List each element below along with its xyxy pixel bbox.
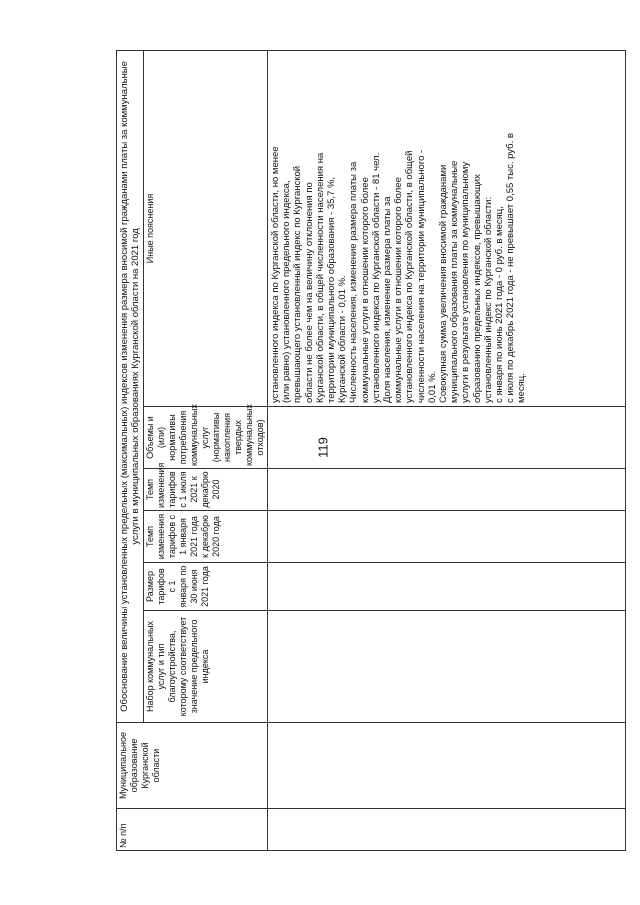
cell-tariff-size xyxy=(268,563,626,611)
notes-text xyxy=(270,54,528,403)
note-line: установленного индекса по Курганской области, но менее xyxy=(270,146,281,403)
note-line: месяц. xyxy=(516,373,528,403)
note-line: области не более чем на величину отклонения по xyxy=(303,182,315,403)
note-line: коммунальные услуги в отношении которого более xyxy=(359,177,371,403)
note-line: 0,01 %. xyxy=(426,370,438,403)
header-rate-july: Темп изменения тарифов с 1 июля 2021 к декабрю 2020 xyxy=(144,469,268,511)
note-line: Курганской области - 0,01 %. xyxy=(337,275,349,403)
note-line: с июля по декабрь 2021 года - не превышает 0,55 тыс. руб. в xyxy=(505,133,517,403)
header-notes: Иные пояснения xyxy=(144,50,268,406)
rotated-table-container xyxy=(116,51,626,851)
note-line: превышающего установленный индекс по Курганской xyxy=(292,165,304,403)
justification-table xyxy=(116,50,626,851)
header-municipality: Муниципальное образование Курганской области xyxy=(117,723,268,809)
header-rate-january: Темп изменения тарифов с 1 января 2021 года к декабрю 2020 года xyxy=(144,511,268,563)
note-line: муниципального образования платы за коммунальные xyxy=(449,160,461,403)
page-number: 119 xyxy=(315,437,331,458)
note-line: установленного индекса по Курганской области - 81 чел. xyxy=(370,152,382,403)
note-line: численности населения на территории муниципального - xyxy=(415,149,427,403)
note-line: территории муниципального образования - 35,7 %, xyxy=(326,176,338,403)
header-service-set: Набор коммунальных услуг и тип благоустройства, которому соответствует значение предельного индекса xyxy=(144,611,268,723)
cell-rate-july xyxy=(268,469,626,511)
note-line: (или равно) установленного предельного индекса, xyxy=(281,180,293,403)
cell-municipality xyxy=(268,723,626,809)
cell-service-set xyxy=(268,611,626,723)
header-group: Обоснование величины установленных предельных (максимальных) индексов изменения размера вносимой гражданами платы за коммунальные услуги в муниципальных образованиях Курганской области на 2021 год xyxy=(117,50,144,722)
cell-volumes xyxy=(268,407,626,469)
note-line: Доля населения, изменение размера платы за xyxy=(382,196,394,403)
header-num: № п/п xyxy=(117,809,268,851)
cell-rate-january xyxy=(268,511,626,563)
note-line: коммунальные услуги в отношении которого более xyxy=(393,177,405,403)
cell-num xyxy=(268,809,626,851)
note-line: установленного индекса по Курганской области, в общей xyxy=(404,150,416,403)
note-line: установленный индекс по Курганской области: xyxy=(482,196,494,403)
cell-notes xyxy=(268,50,626,406)
note-line: образованию предельных индексов, превышающих xyxy=(471,174,483,403)
header-tariff-size: Размер тарифов с 1 января по 30 июня 2021 года xyxy=(144,563,268,611)
note-line: с января по июнь 2021 года - 0 руб. в месяц, xyxy=(494,206,506,403)
note-line: Курганской области, в общей численности населения на xyxy=(314,152,326,403)
note-line: Численность населения, изменение размера платы за xyxy=(348,161,360,403)
header-volumes: Объемы и (или) нормативы потребления коммунальных услуг (нормативы накопления твердых коммунальных отходов) xyxy=(144,407,268,469)
note-line: Совокупная сумма увеличения вносимой гражданами xyxy=(438,164,450,403)
note-line: услуги в результате установления по муниципальному xyxy=(460,161,472,403)
